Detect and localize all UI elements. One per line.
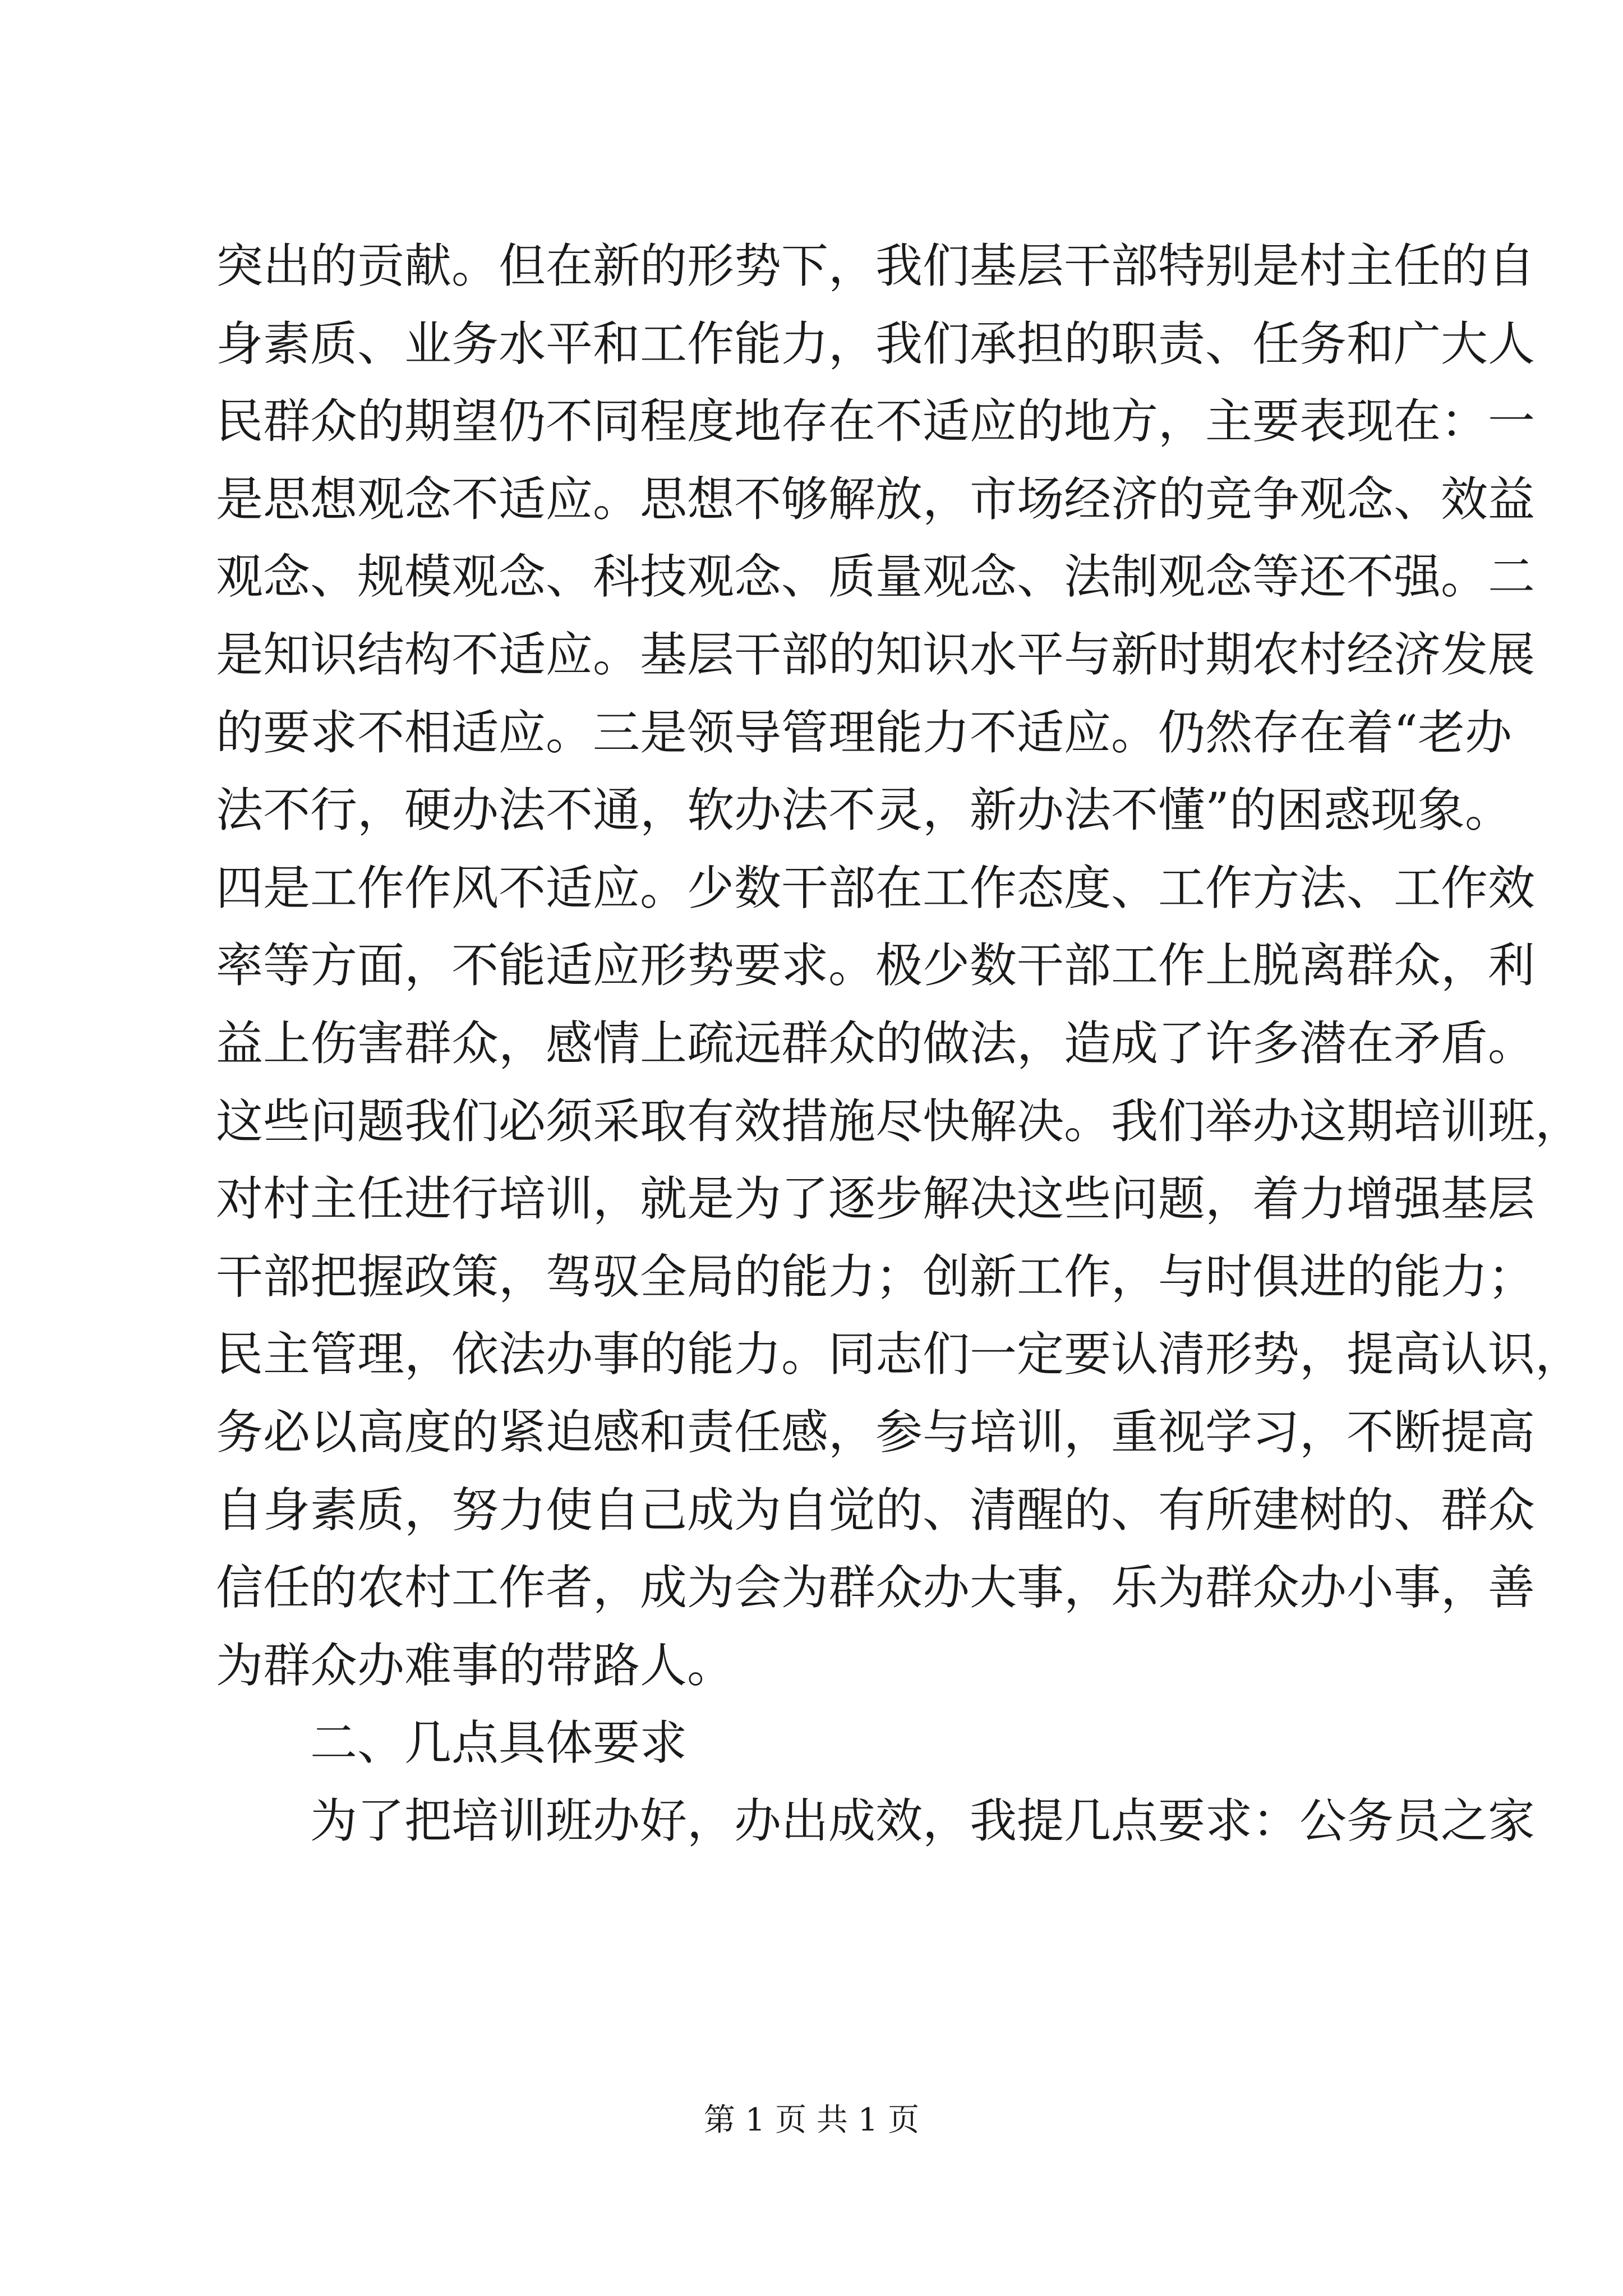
paragraph-line: 的要求不相适应。三是领导管理能力不适应。仍然存在着“老办	[216, 705, 1512, 760]
paragraph-line: 是思想观念不适应。思想不够解放，市场经济的竞争观念、效益	[216, 471, 1536, 527]
section-paragraph-line: 为了把培训班办好，办出成效，我提几点要求：公务员之家	[310, 1793, 1536, 1848]
paragraph-line: 益上伤害群众，感情上疏远群众的做法，造成了许多潜在矛盾。	[216, 1015, 1536, 1071]
paragraph-line: 对村主任进行培训，就是为了逐步解决这些问题，着力增强基层	[216, 1171, 1536, 1227]
paragraph-line: 是知识结构不适应。基层干部的知识水平与新时期农村经济发展	[216, 627, 1536, 682]
paragraph-line: 这些问题我们必须采取有效措施尽快解决。我们举办这期培训班，	[216, 1093, 1583, 1149]
paragraph-line: 率等方面，不能适应形势要求。极少数干部工作上脱离群众，利	[216, 938, 1536, 993]
paragraph-line: 观念、规模观念、科技观念、质量观念、法制观念等还不强。二	[216, 549, 1536, 605]
body-text	[216, 227, 1583, 1860]
page-footer: 第 1 页 共 1 页	[703, 2102, 920, 2138]
paragraph-line: 突出的贡献。但在新的形势下，我们基层干部特别是村主任的自	[216, 238, 1536, 293]
paragraph-line: 务必以高度的紧迫感和责任感，参与培训，重视学习，不断提高	[216, 1404, 1536, 1460]
paragraph-line: 信任的农村工作者，成为会为群众办大事，乐为群众办小事，善	[216, 1560, 1536, 1616]
paragraph-line: 民群众的期望仍不同程度地存在不适应的地方，主要表现在：一	[216, 394, 1536, 449]
paragraph-line-last: 为群众办难事的带路人。	[216, 1637, 735, 1693]
section-heading: 二、几点具体要求	[310, 1715, 688, 1771]
paragraph-line: 干部把握政策，驾驭全局的能力；创新工作，与时俱进的能力；	[216, 1249, 1536, 1304]
paragraph-line: 自身素质，努力使自己成为自觉的、清醒的、有所建树的、群众	[216, 1482, 1536, 1538]
paragraph-line: 民主管理，依法办事的能力。同志们一定要认清形势，提高认识，	[216, 1327, 1583, 1382]
paragraph-line: 法不行，硬办法不通，软办法不灵，新办法不懂”的困惑现象。	[216, 783, 1512, 838]
paragraph-line: 四是工作作风不适应。少数干部在工作态度、工作方法、工作效	[216, 860, 1536, 915]
paragraph-line: 身素质、业务水平和工作能力，我们承担的职责、任务和广大人	[216, 316, 1536, 371]
